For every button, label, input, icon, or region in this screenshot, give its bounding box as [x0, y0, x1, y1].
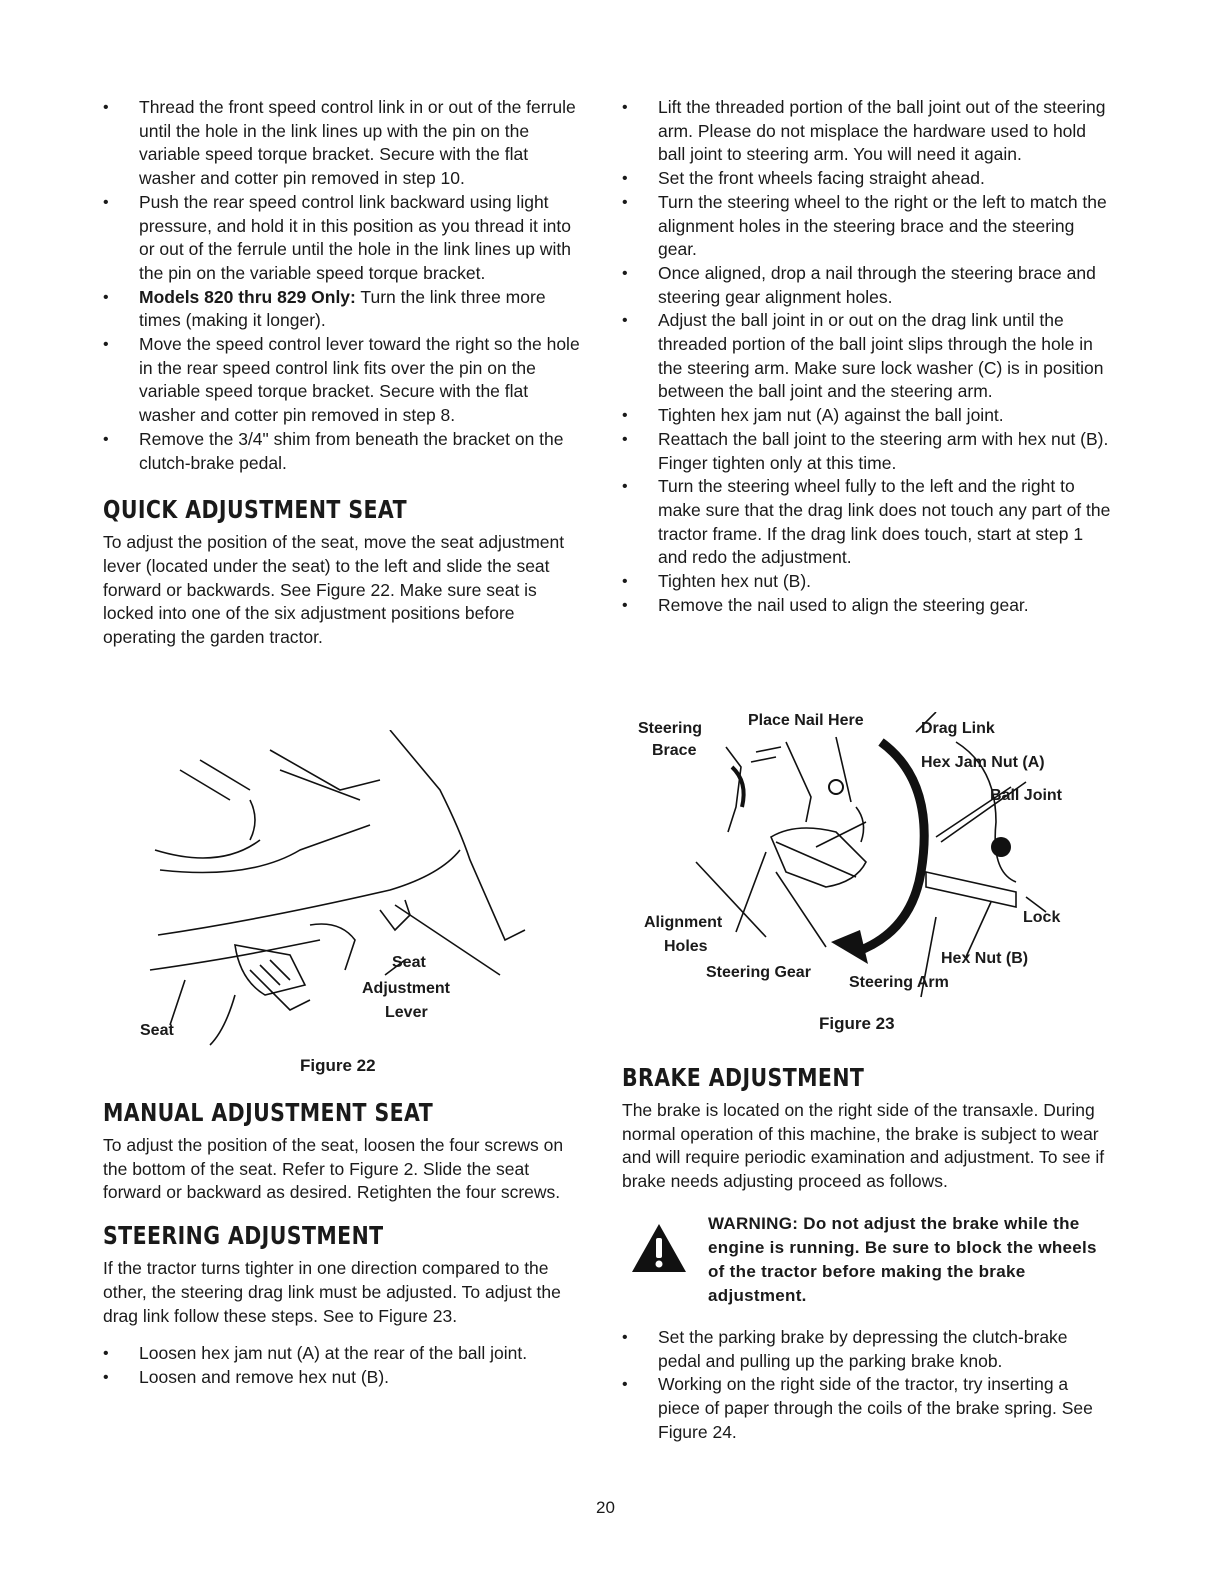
seat-callout-label: Seat: [140, 1022, 174, 1039]
quick-adjustment-seat-heading: QUICK ADJUSTMENT SEAT: [103, 495, 407, 525]
list-item: • Models 820 thru 829 Only: Turn the link three more times (making it longer).: [103, 286, 587, 333]
brake-warning: [622, 1212, 1112, 1308]
steering-label: Steering: [638, 720, 703, 737]
steering-arm-label: Steering Arm: [849, 974, 949, 991]
seat-illustration: [140, 730, 540, 1050]
holes-label: Holes: [664, 938, 708, 955]
seat-label: Seat: [392, 954, 426, 971]
figure-22-caption: Figure 22: [300, 1056, 376, 1075]
list-item: • Thread the front speed control link in or out of the ferrule until the hole in the link lines up with the pin on the variable speed torque bracket. Secure with the flat washer and cotter pin removed in step 10.: [103, 96, 587, 191]
speed-control-steps: [103, 96, 587, 475]
warning-triangle-icon: [630, 1222, 688, 1274]
manual-adjustment-seat-heading: MANUAL ADJUSTMENT SEAT: [103, 1098, 434, 1127]
brake-adjustment-text: The brake is located on the right side of the transaxle. During normal operation of this machine, the brake is subject to wear and will require periodic examination and adjustment. To see if brake needs adjusting proceed as follows.: [622, 1100, 1105, 1192]
hex-nut-b-label: Hex Nut (B): [941, 950, 1029, 967]
alignment-label: Alignment: [644, 914, 723, 931]
list-item: • Working on the right side of the tractor, try inserting a piece of paper through the coils of the brake spring. See Figure 24.: [622, 1373, 1112, 1444]
left-column: [103, 96, 587, 650]
steering-gear-label: Steering Gear: [706, 964, 811, 981]
models-note-label: Models 820 thru 829 Only:: [139, 286, 356, 307]
brake-steps: [622, 1326, 1112, 1445]
list-item: • Loosen hex jam nut (A) at the rear of the ball joint.: [103, 1342, 587, 1366]
list-item: • Lift the threaded portion of the ball joint out of the steering arm. Please do not misplace the hardware used to hold ball joint to steering arm. You will need it again.: [622, 96, 1112, 167]
page-number: 20: [596, 1498, 615, 1517]
ball-joint-label: Ball Joint: [990, 787, 1063, 804]
brake-adjustment-heading: BRAKE ADJUSTMENT: [622, 1063, 865, 1092]
steering-steps-start: [103, 1342, 587, 1389]
right-column: [622, 96, 1112, 617]
list-item: • Turn the steering wheel fully to the left and the right to make sure that the drag link does not touch any part of the tractor frame. If the drag link does touch, start at step 1 and redo the adjustment.: [622, 475, 1112, 570]
brace-label: Brace: [652, 742, 697, 759]
place-nail-label: Place Nail Here: [748, 712, 864, 729]
steering-steps-continued: [622, 96, 1112, 617]
list-item: • Loosen and remove hex nut (B).: [103, 1366, 587, 1390]
figure-22: [140, 730, 540, 1080]
list-item: • Reattach the ball joint to the steering arm with hex nut (B). Finger tighten only at this time.: [622, 428, 1112, 475]
quick-adjustment-seat-text: To adjust the position of the seat, move the seat adjustment lever (located under the seat) to the left and slide the seat forward or backwards. See Figure 22. Make sure seat is locked into one of the six adjustment positions before operating the garden tractor.: [103, 532, 565, 648]
left-column-lower: [103, 1098, 587, 1390]
list-item: • Remove the 3/4" shim from beneath the bracket on the clutch-brake pedal.: [103, 428, 587, 475]
lock-label: Lock: [1023, 909, 1061, 926]
hex-jam-nut-label: Hex Jam Nut (A): [921, 754, 1045, 771]
adjustment-label: Adjustment: [362, 980, 450, 997]
right-column-lower: [622, 1063, 1112, 1444]
list-item: • Move the speed control lever toward the right so the hole in the rear speed control link fits over the pin on the variable speed torque bracket. Secure with the flat washer and cotter pin removed in step 8.: [103, 333, 587, 428]
list-item: • Push the rear speed control link backward using light pressure, and hold it in this position as you thread it into or out of the ferrule until the hole in the link lines up with the pin on the variable speed torque bracket.: [103, 191, 587, 286]
manual-adjustment-seat-text: To adjust the position of the seat, loosen the four screws on the bottom of the seat. Refer to Figure 2. Slide the seat forward or backward as desired. Retighten the four screws.: [103, 1135, 564, 1203]
list-item: • Set the front wheels facing straight ahead.: [622, 167, 1112, 191]
list-item: • Once aligned, drop a nail through the steering brace and steering gear alignment holes.: [622, 262, 1112, 309]
list-item: • Turn the steering wheel to the right or the left to match the alignment holes in the steering brace and the steering gear.: [622, 191, 1112, 262]
list-item: • Adjust the ball joint in or out on the drag link until the threaded portion of the ball joint slips through the hole in the steering arm. Make sure lock washer (C) is in position between the ball joint and the steering arm.: [622, 309, 1112, 404]
list-item: • Set the parking brake by depressing the clutch-brake pedal and pulling up the parking brake knob.: [622, 1326, 1112, 1373]
list-item: • Tighten hex nut (B).: [622, 570, 1112, 594]
list-item: • Remove the nail used to align the steering gear.: [622, 594, 1112, 618]
figure-23-caption: Figure 23: [819, 1014, 895, 1033]
drag-link-label: Drag Link: [921, 720, 995, 737]
steering-adjustment-text: If the tractor turns tighter in one direction compared to the other, the steering drag link must be adjusted. To adjust the drag link follow these steps. See to Figure 23.: [103, 1258, 561, 1326]
list-item: • Tighten hex jam nut (A) against the ball joint.: [622, 404, 1112, 428]
brake-warning-text: WARNING: Do not adjust the brake while the engine is running. Be sure to block the wheels of the tractor before making the brake adjustment.: [708, 1213, 1097, 1305]
steering-adjustment-heading: STEERING ADJUSTMENT: [103, 1221, 384, 1251]
lever-label: Lever: [385, 1004, 428, 1021]
figure-23: [636, 712, 1096, 1042]
